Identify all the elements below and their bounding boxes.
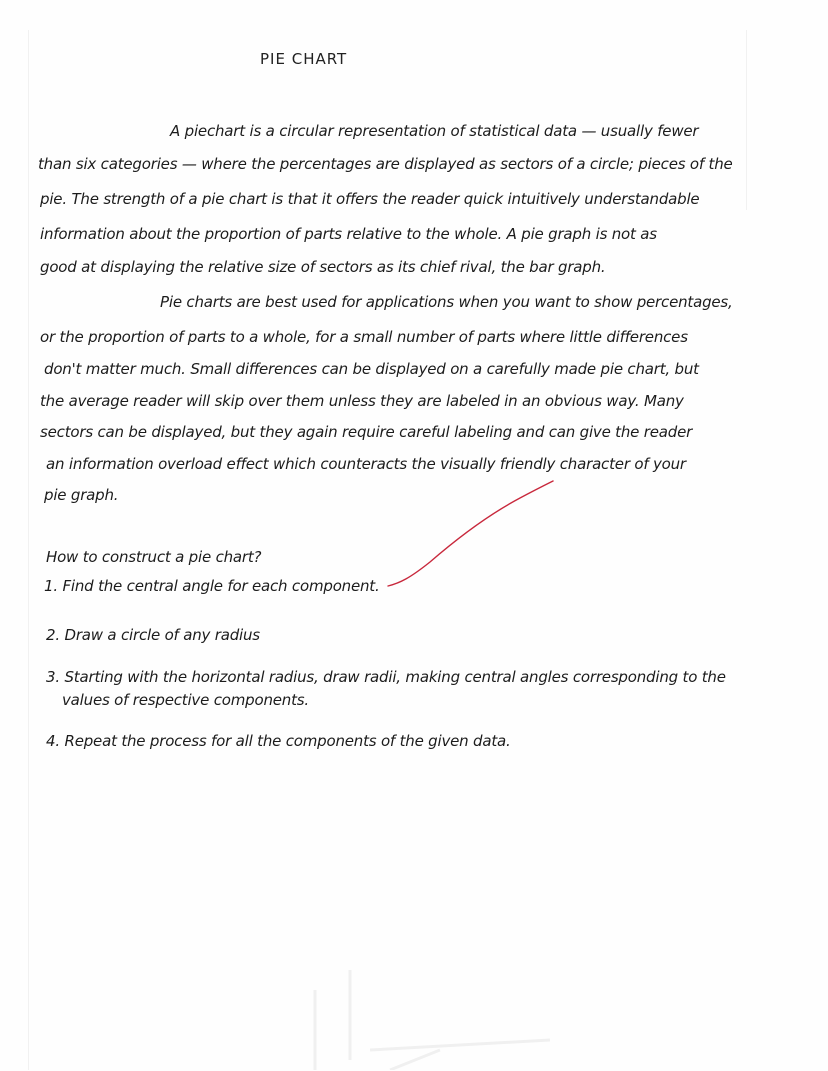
paragraph-2-line: don't matter much. Small differences can be displayed on a carefully made pie chart, but	[44, 360, 699, 378]
paragraph-1-line: A piechart is a circular representation of statistical data — usually fewer	[170, 122, 699, 140]
howto-step: 4. Repeat the process for all the components of the given data.	[46, 732, 511, 750]
howto-step: 1. Find the central angle for each component.	[44, 577, 380, 595]
right-margin-line	[746, 30, 747, 210]
paragraph-1-line: information about the proportion of parts relative to the whole. A pie graph is not as	[40, 225, 657, 243]
paragraph-2-line: Pie charts are best used for applications when you want to show percentages,	[160, 293, 733, 311]
howto-heading: How to construct a pie chart?	[46, 548, 262, 566]
paragraph-2-line: an information overload effect which counteracts the visually friendly character of your	[46, 455, 686, 473]
paragraph-1-line: good at displaying the relative size of sectors as its chief rival, the bar graph.	[40, 258, 606, 276]
paragraph-1-line: pie. The strength of a pie chart is that it offers the reader quick intuitively understandable	[40, 190, 700, 208]
howto-step-continued: values of respective components.	[62, 691, 309, 709]
red-pen-tick-icon	[370, 470, 570, 600]
page-title: PIE CHART	[260, 50, 348, 68]
howto-step: 3. Starting with the horizontal radius, draw radii, making central angles corresponding to the	[46, 668, 726, 686]
howto-step: 2. Draw a circle of any radius	[46, 626, 260, 644]
bleed-through-marks	[290, 930, 630, 1070]
paragraph-2-line: or the proportion of parts to a whole, for a small number of parts where little differences	[40, 328, 688, 346]
paragraph-2-line: pie graph.	[44, 486, 119, 504]
paragraph-2-line: the average reader will skip over them unless they are labeled in an obvious way. Many	[40, 392, 684, 410]
paragraph-1-line: than six categories — where the percentages are displayed as sectors of a circle; pieces of the	[38, 155, 733, 173]
paragraph-2-line: sectors can be displayed, but they again require careful labeling and can give the reader	[40, 423, 693, 441]
left-margin-line	[28, 30, 29, 1070]
